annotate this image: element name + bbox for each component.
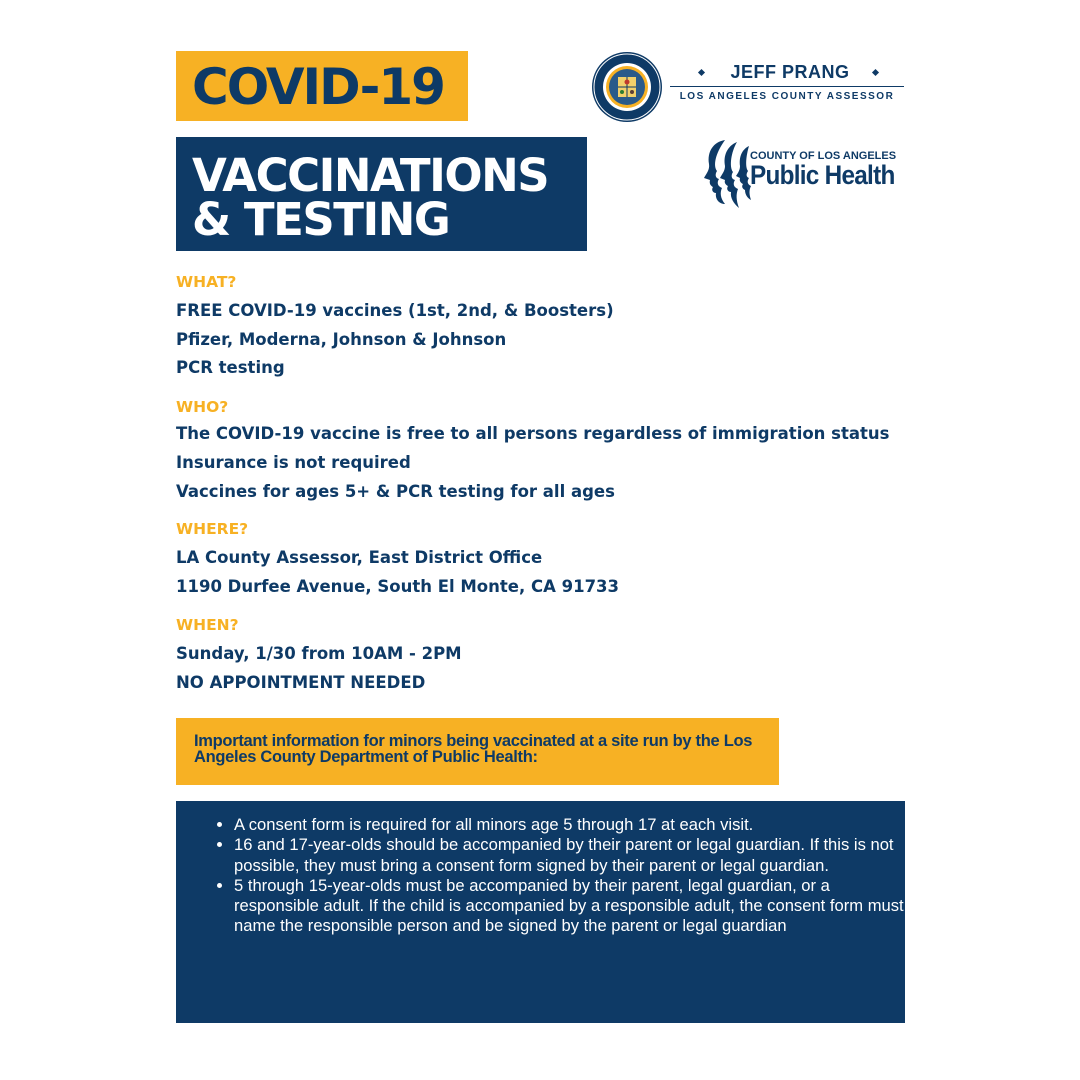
what-line: Pfizer, Moderna, Johnson & Johnson bbox=[176, 330, 507, 349]
vaccinations-title-line1: VACCINATIONS bbox=[192, 149, 549, 202]
public-health-name: Public Health bbox=[750, 160, 895, 190]
assessor-divider bbox=[670, 86, 904, 87]
where-line: 1190 Durfee Avenue, South El Monte, CA 91733 bbox=[176, 577, 620, 596]
what-heading: WHAT? bbox=[176, 273, 237, 291]
minors-info-box bbox=[176, 801, 905, 1023]
covid-title-block bbox=[176, 51, 468, 121]
minors-info-banner bbox=[176, 718, 779, 785]
when-line: Sunday, 1/30 from 10AM - 2PM bbox=[176, 644, 462, 663]
who-heading: WHO? bbox=[176, 398, 229, 416]
where-line: LA County Assessor, East District Office bbox=[176, 548, 543, 567]
minors-banner-text: Important information for minors being vaccinated at a site run by the Los Angeles County Department of Public Health: bbox=[194, 732, 753, 766]
what-line: FREE COVID-19 vaccines (1st, 2nd, & Boosters) bbox=[176, 301, 614, 320]
who-line: Vaccines for ages 5+ & PCR testing for all ages bbox=[176, 482, 615, 501]
who-line: Insurance is not required bbox=[176, 453, 411, 472]
minors-requirement-item: • 5 through 15-year-olds must be accompanied by their parent, legal guardian, or a responsible adult. If the child is accompanied by a responsible adult, the consent form must name the responsible person and be signed by the parent or legal guardian bbox=[234, 876, 904, 937]
covid-title: COVID-19 bbox=[192, 58, 444, 116]
assessor-name: JEFF PRANG bbox=[730, 62, 850, 82]
vaccinations-title-line2: & TESTING bbox=[192, 193, 450, 246]
public-health-profiles-icon bbox=[703, 136, 753, 210]
minors-requirement-item: • 16 and 17-year-olds should be accompanied by their parent or legal guardian. If this is not possible, they must bring a consent form signed by their parent or legal guardian. bbox=[234, 835, 904, 876]
what-line: PCR testing bbox=[176, 358, 285, 377]
public-health-county-label: COUNTY OF LOS ANGELES bbox=[750, 150, 897, 162]
where-heading: WHERE? bbox=[176, 520, 249, 538]
vaccinations-title-block bbox=[176, 137, 587, 251]
minors-requirements-list bbox=[208, 815, 904, 937]
assessor-seal-logo bbox=[591, 51, 663, 123]
assessor-title: LOS ANGELES COUNTY ASSESSOR bbox=[679, 91, 895, 102]
when-heading: WHEN? bbox=[176, 616, 239, 634]
minors-requirement-item: • A consent form is required for all minors age 5 through 17 at each visit. bbox=[234, 815, 904, 835]
when-line: NO APPOINTMENT NEEDED bbox=[176, 673, 426, 692]
who-line: The COVID-19 vaccine is free to all persons regardless of immigration status bbox=[176, 424, 890, 443]
